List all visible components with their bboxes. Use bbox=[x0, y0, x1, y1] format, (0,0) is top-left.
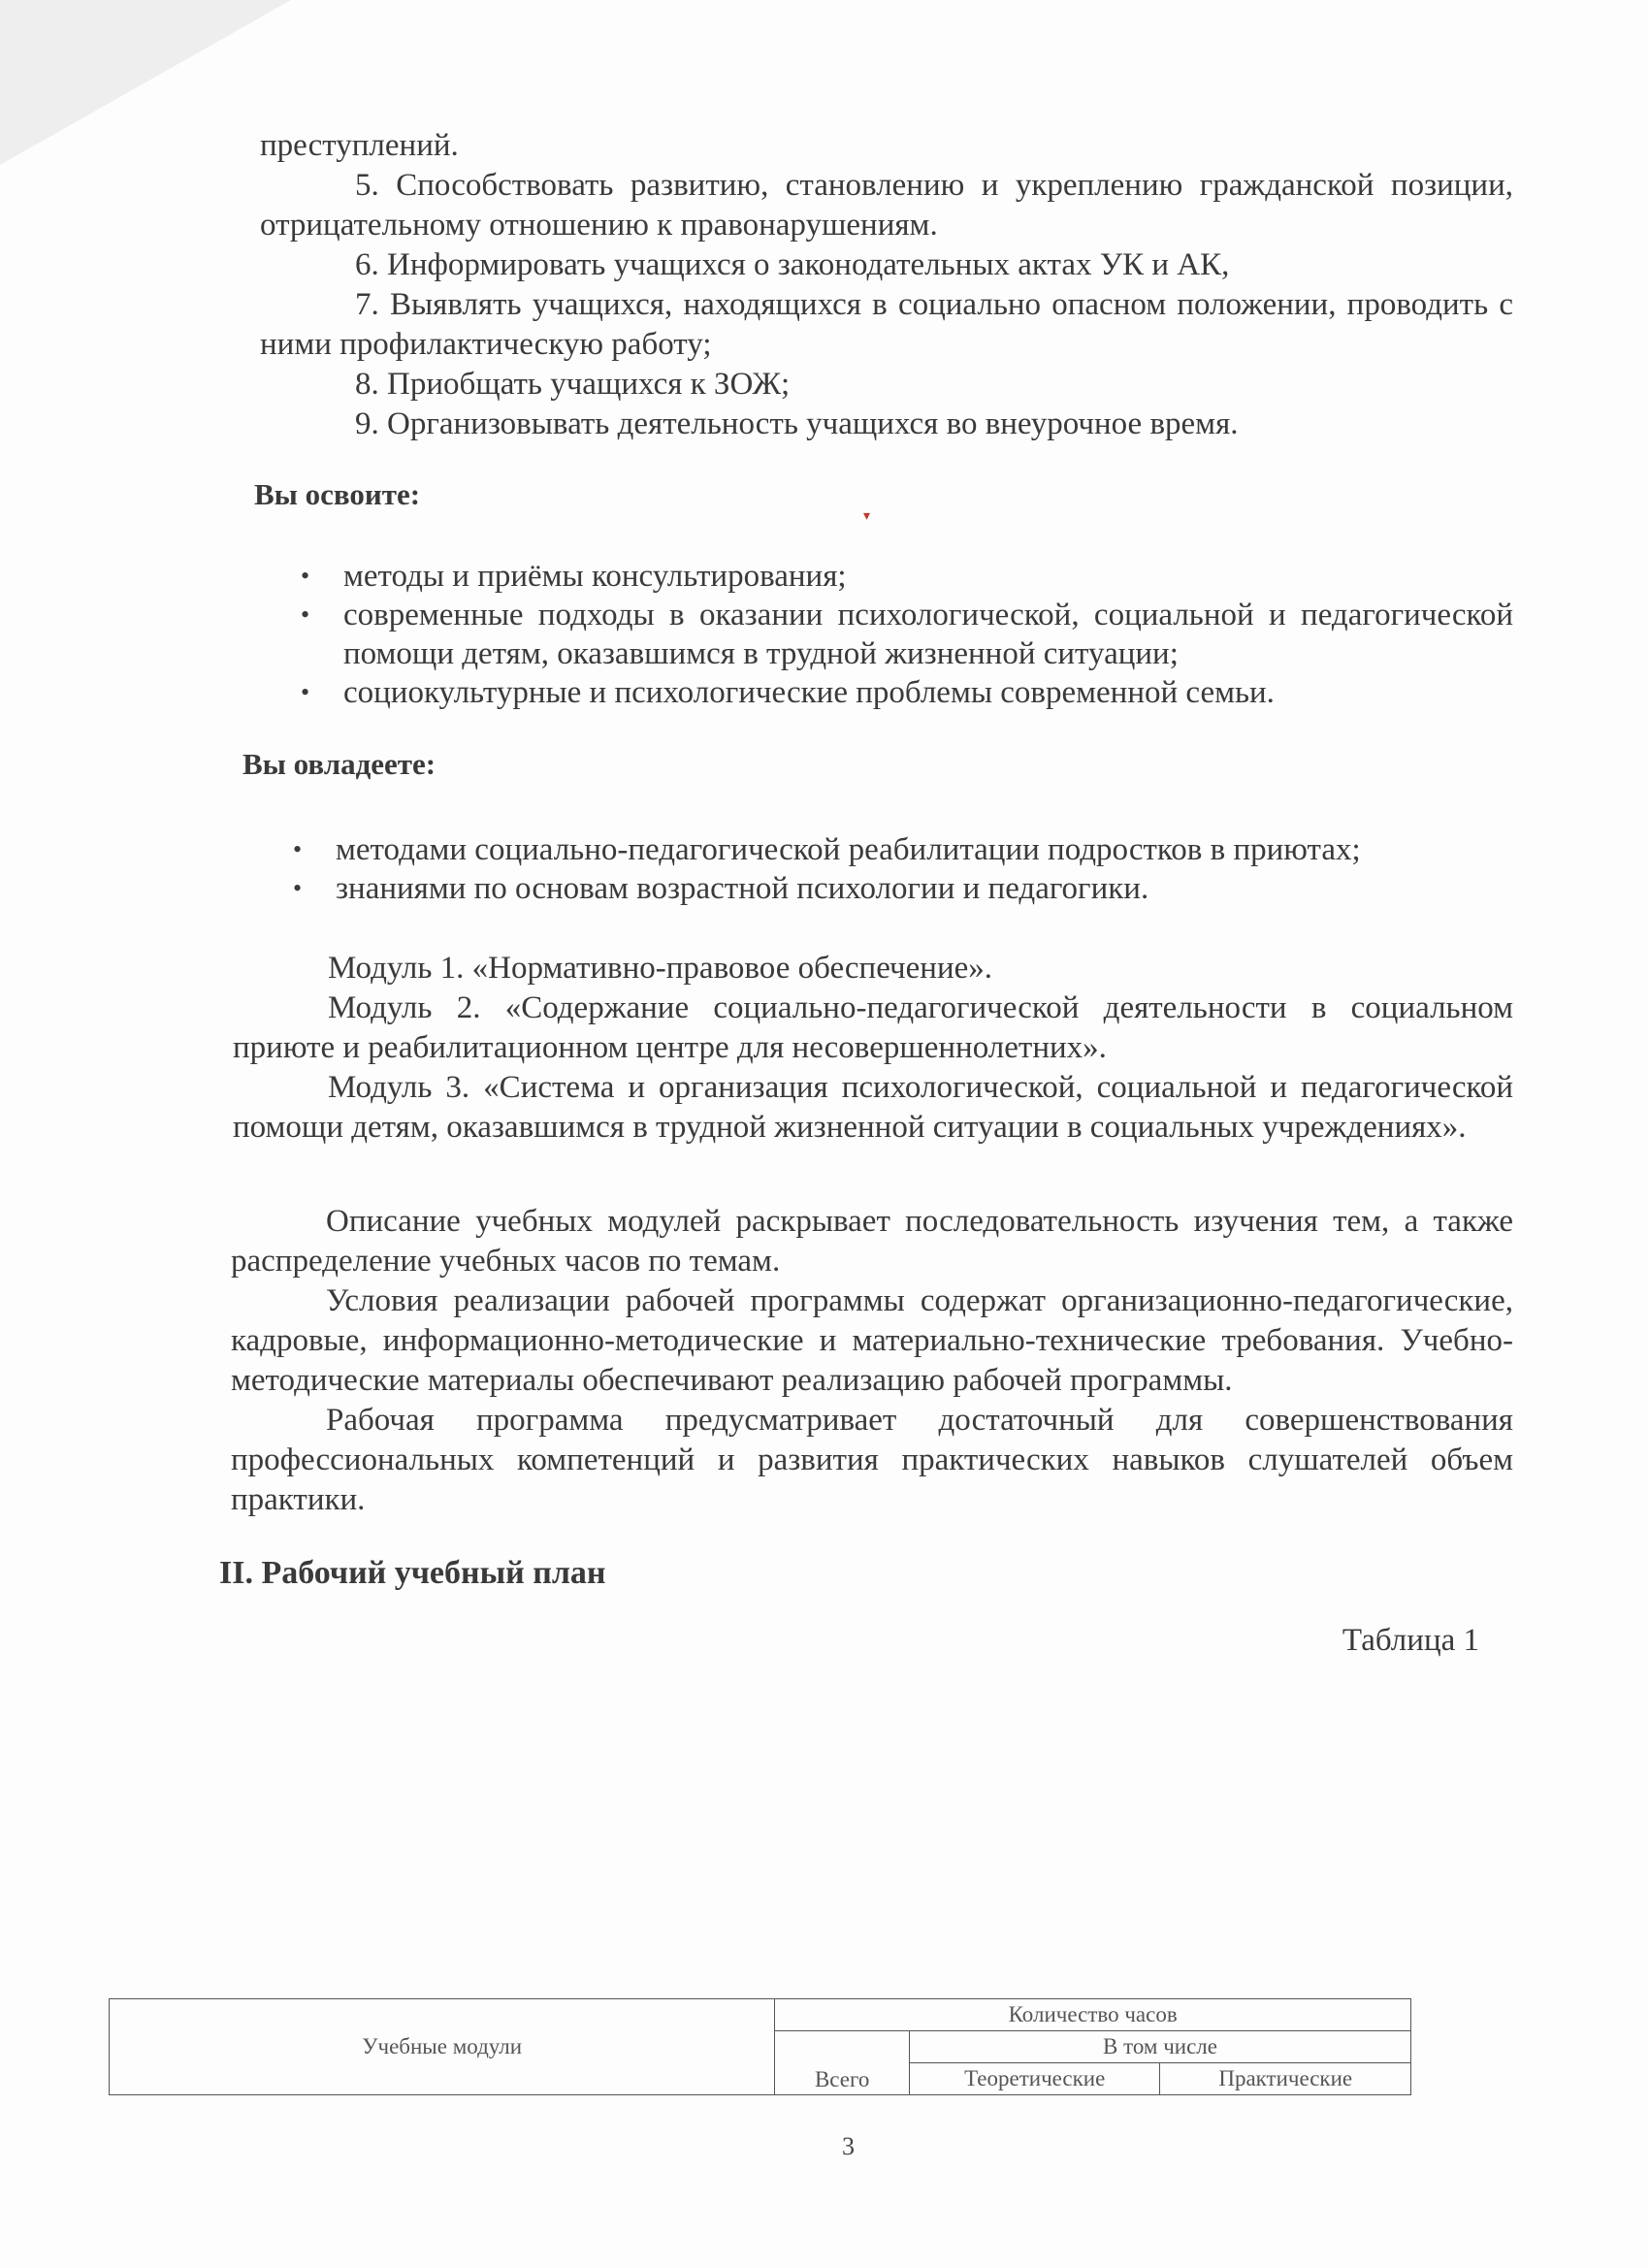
document-page bbox=[219, 126, 1513, 1659]
description-paragraph: Описание учебных модулей раскрывает последовательность изучения тем, а также распределение учебных часов по темам. bbox=[231, 1204, 1513, 1279]
bullet-icon: • bbox=[293, 835, 303, 863]
master-list bbox=[242, 830, 1513, 908]
table-caption: Таблица 1 bbox=[1342, 1623, 1479, 1658]
header-hours: Количество часов bbox=[775, 1999, 1411, 2031]
description-paragraph: Условия реализации рабочей программы содержат организационно-педагогические, кадровые, информационно-методические и материально-технические требования. Учебно-методические материалы обеспечивают реализацию рабочей программы. bbox=[231, 1283, 1513, 1398]
bullet-icon: • bbox=[301, 562, 310, 590]
list-item: • методами социально-педагогической реабилитации подростков в приютах; bbox=[293, 832, 1361, 867]
task-7: 7. Выявлять учащихся, находящихся в социально опасном положении, проводить с ними профилактическую работу; bbox=[260, 287, 1513, 362]
header-practice: Практические bbox=[1160, 2063, 1411, 2095]
study-plan-table bbox=[109, 1998, 1411, 2095]
list-item: • знаниями по основам возрастной психологии и педагогики. bbox=[293, 871, 1149, 906]
bullet-icon: • bbox=[293, 874, 303, 902]
list-item: • современные подходы в оказании психологической, социальной и педагогической помощи детям, оказавшимся в трудной жизненной ситуации; bbox=[301, 598, 1513, 671]
header-total: Всего bbox=[775, 2031, 910, 2095]
bullet-icon: • bbox=[301, 678, 310, 706]
description-paragraph: Рабочая программа предусматривает достаточный для совершенствования профессиональных компетенций и развития практических навыков слушателей объем практики. bbox=[231, 1403, 1513, 1517]
header-including: В том числе bbox=[909, 2031, 1410, 2063]
header-modules: Учебные модули bbox=[110, 1999, 775, 2095]
learn-list bbox=[242, 557, 1513, 712]
description-block bbox=[231, 1202, 1513, 1520]
learn-heading: Вы освоите: bbox=[254, 477, 421, 511]
ink-mark-icon: ▾ bbox=[863, 509, 871, 524]
paragraph-tail: преступлений. bbox=[260, 128, 459, 163]
module-1: Модуль 1. «Нормативно-правовое обеспечение». bbox=[328, 951, 993, 986]
list-item: • социокультурные и психологические проблемы современной семьи. bbox=[301, 675, 1275, 710]
module-3: Модуль 3. «Система и организация психологической, социальной и педагогической помощи детям, оказавшимся в трудной жизненной ситуации в социальных учреждениях». bbox=[233, 1070, 1513, 1145]
modules-block bbox=[233, 949, 1513, 1148]
task-5: 5. Способствовать развитию, становлению и укреплению гражданской позиции, отрицательному отношению к правонарушениям. bbox=[260, 168, 1513, 243]
master-heading: Вы овладеете: bbox=[242, 747, 436, 781]
module-2: Модуль 2. «Содержание социально-педагогической деятельности в социальном приюте и реабилитационном центре для несовершеннолетних». bbox=[233, 990, 1513, 1065]
list-item: • методы и приёмы консультирования; bbox=[301, 559, 847, 594]
header-theory: Теоретические bbox=[909, 2063, 1160, 2095]
task-6: 6. Информировать учащихся о законодательных актах УК и АК, bbox=[355, 247, 1230, 282]
task-9: 9. Организовывать деятельность учащихся во внеурочное время. bbox=[355, 406, 1239, 441]
section-title: II. Рабочий учебный план bbox=[219, 1555, 606, 1591]
page-number: 3 bbox=[842, 2132, 855, 2160]
bullet-icon: • bbox=[301, 600, 310, 629]
task-8: 8. Приобщать учащихся к ЗОЖ; bbox=[355, 367, 791, 402]
